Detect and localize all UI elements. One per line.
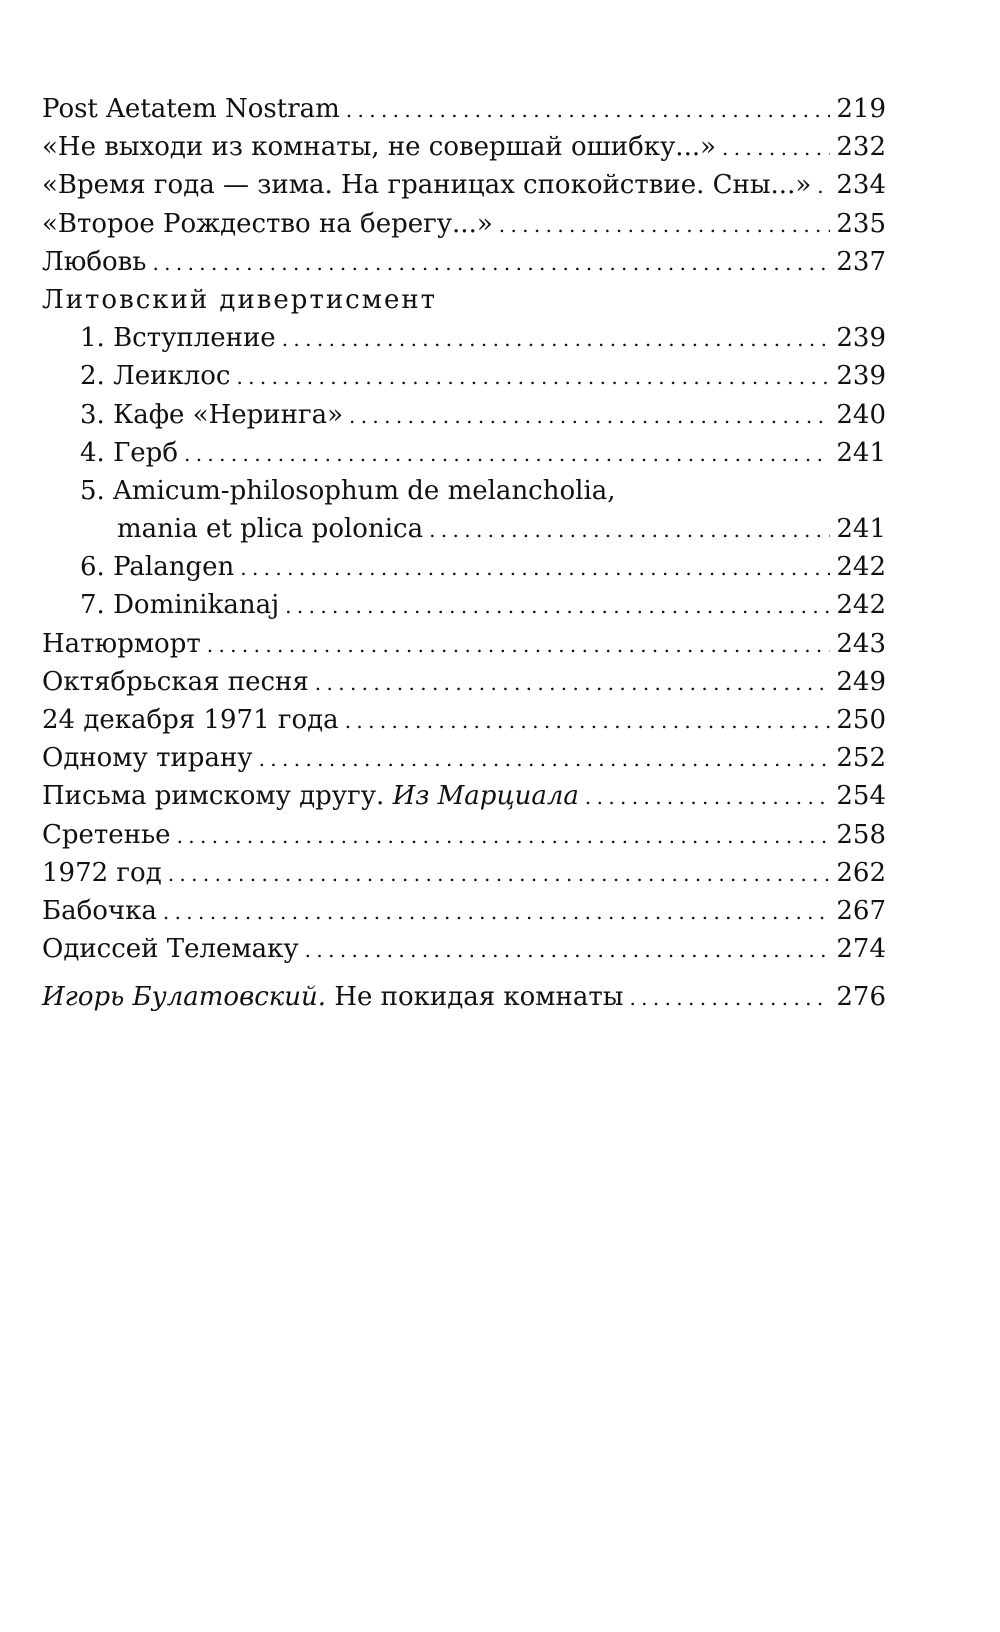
toc-entry-page: 242 [836,590,886,621]
toc-entry-page: 274 [836,934,886,965]
toc-entry[interactable] [42,625,886,663]
toc-entry-page: 235 [836,208,886,239]
toc-entry-title: «Не выходи из комнаты, не совершай ошибку...» [42,132,717,163]
dot-leader [177,817,831,855]
toc-entry[interactable] [42,777,886,815]
toc-entry[interactable] [42,892,886,930]
toc-entry-page: 239 [836,361,886,392]
toc-entry-title-continuation: mania et plica polonica [117,514,424,545]
toc-entry-title: Одному тирану [42,743,253,774]
toc-entry[interactable] [42,739,886,777]
toc-subentry[interactable] [42,357,886,395]
toc-entry[interactable] [42,930,886,968]
toc-entry-title: 1972 год [42,857,162,888]
toc-entry-title: Одиссей Телемаку [42,934,299,965]
toc-entry-title: «Время года — зима. На границах спокойствие. Сны...» [42,170,812,201]
dot-leader [629,979,830,1017]
toc-entry[interactable] [42,243,886,281]
toc-entry-page: 240 [836,399,886,430]
section-heading-text: Литовский дивертисмент [42,284,438,315]
toc-entry-page: 237 [836,246,886,277]
toc-entry-title: Письма римскому другу. [42,781,385,812]
toc-entry-title: Октябрьская песня [42,666,309,697]
toc-entry-title-italic: Из Марциала [392,781,579,812]
afterword-author: Игорь Булатовский. [42,982,327,1013]
toc-entry-title: Бабочка [42,895,157,926]
toc-entry[interactable] [42,166,886,204]
toc-entry-title: 3. Кафе «Неринга» [80,399,343,430]
dot-leader [585,778,830,816]
toc-entry[interactable] [42,90,886,128]
toc-subentry[interactable] [42,586,886,624]
toc-subentry[interactable] [42,434,886,472]
dot-leader [285,587,830,625]
toc-entry-title: 7. Dominikanaj [80,590,280,621]
dot-leader [722,129,830,167]
toc-entry-title: 1. Вступление [80,323,276,354]
toc-entry-title: 4. Герб [80,437,178,468]
toc-entry-page: 267 [836,895,886,926]
toc-entry-page: 252 [836,743,886,774]
dot-leader [429,511,830,549]
toc-entry-title: Сретенье [42,819,171,850]
toc-entry-page: 243 [836,628,886,659]
toc-subentry[interactable] [42,548,886,586]
toc-entry-page: 250 [836,705,886,735]
dot-leader [349,397,830,435]
dot-leader [499,206,831,244]
toc-entry-title: Любовь [42,246,147,277]
toc-subentry[interactable] [42,396,886,434]
toc-entry-page: 254 [836,781,886,812]
toc-entry-title-wrap [42,777,579,815]
table-of-contents [42,90,886,1017]
dot-leader [163,893,831,931]
toc-entry-page: 262 [836,857,886,888]
toc-entry-page: 276 [836,982,886,1013]
toc-entry-page: 234 [836,170,886,201]
toc-afterword-entry[interactable] [42,978,886,1016]
dot-leader [236,358,830,396]
toc-entry-title: 6. Palangen [80,552,235,583]
afterword-title: Не покидая комнаты [334,982,624,1013]
dot-leader [240,549,830,587]
toc-subentry-continuation[interactable] [42,510,886,548]
dot-leader [315,664,831,702]
dot-leader [259,740,831,778]
toc-entry-page: 242 [836,552,886,583]
toc-entry[interactable] [42,854,886,892]
toc-entry-page: 239 [836,323,886,354]
dot-leader [152,244,830,282]
toc-entry-page: 249 [836,666,886,697]
toc-entry[interactable] [42,663,886,701]
dot-leader [207,626,831,664]
toc-subentry[interactable] [42,319,886,357]
toc-section-heading [42,281,886,319]
toc-entry-title: 2. Леиклос [80,361,231,392]
toc-entry-page: 232 [836,132,886,163]
toc-subentry-first-line[interactable] [42,472,886,510]
toc-entry-page: 219 [836,94,886,124]
toc-entry-title-wrap [42,978,623,1016]
toc-entry[interactable] [42,816,886,854]
toc-entry-page: 241 [836,514,886,545]
toc-entry-page: 241 [836,437,886,468]
dot-leader [168,855,831,893]
dot-leader [305,931,831,969]
dot-leader [184,435,830,473]
toc-entry-title: Натюрморт [42,628,201,659]
toc-entry[interactable] [42,701,886,739]
dot-leader [817,167,830,205]
toc-entry-title: 24 декабря 1971 года [42,705,339,735]
dot-leader [346,91,831,129]
toc-entry-title: 5. Amicum-philosophum de melancholia, [80,475,616,506]
dot-leader [282,320,831,358]
toc-entry[interactable] [42,128,886,166]
dot-leader [345,702,831,740]
toc-entry-title: «Второе Рождество на берегу...» [42,208,493,239]
toc-entry-page: 258 [836,819,886,850]
toc-entry[interactable] [42,205,886,243]
toc-entry-title: Post Aetatem Nostram [42,94,340,124]
